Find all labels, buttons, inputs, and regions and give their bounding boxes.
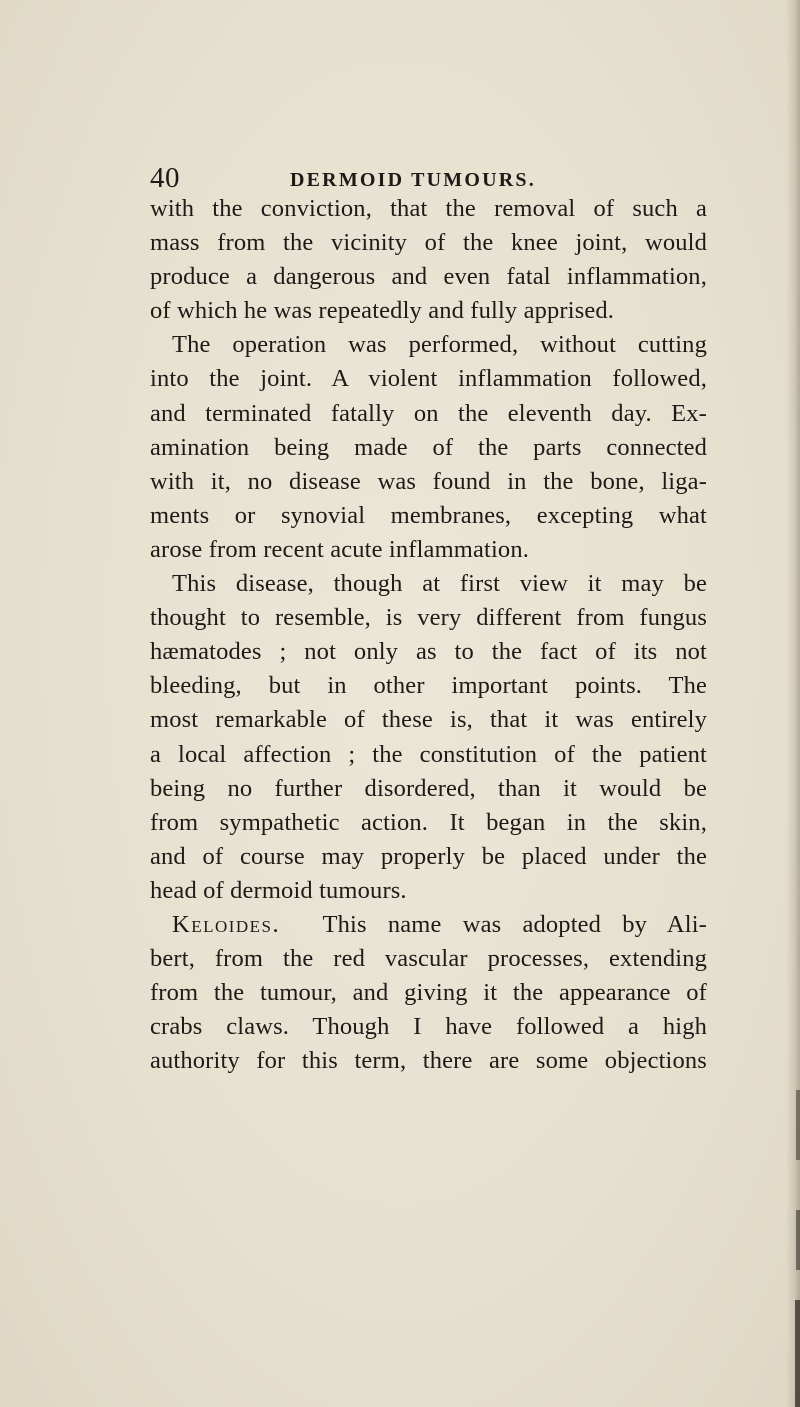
body-text xyxy=(150,192,707,1078)
text-line: arose from recent acute inflammation. xyxy=(150,535,530,563)
text-line: authority for this term, there are some objections xyxy=(150,1047,707,1075)
text-line: head of dermoid tumours. xyxy=(150,876,407,904)
text-line: with it, no disease was found in the bone, liga- xyxy=(150,467,707,495)
text-line: with the conviction, that the removal of such a xyxy=(150,195,707,222)
text-line: mass from the vicinity of the knee joint, would xyxy=(150,229,707,257)
text-line: from the tumour, and giving it the appearance of xyxy=(150,979,707,1007)
text-line: and of course may properly be placed under the xyxy=(150,842,707,870)
text-line: of which he was repeatedly and fully apprised. xyxy=(150,297,615,325)
text-line: into the joint. A violent inflammation followed, xyxy=(150,365,707,393)
text-line: from sympathetic action. It began in the skin, xyxy=(150,808,707,836)
text-line: The operation was performed, without cutting xyxy=(172,331,707,359)
text-line: a local affection ; the constitution of the patient xyxy=(150,740,707,768)
page-number: 40 xyxy=(150,162,180,194)
text-line: thought to resemble, is very different from fungus xyxy=(150,604,707,632)
running-head: DERMOID TUMOURS. xyxy=(290,169,536,191)
page-edge-mark xyxy=(795,1300,800,1407)
text-line: amination being made of the parts connected xyxy=(150,433,707,461)
text-line: This disease, though at first view it may be xyxy=(172,570,707,598)
section-heading-keloides: Keloides. xyxy=(172,910,281,938)
text-line: being no further disordered, than it would be xyxy=(150,774,707,802)
page-edge-mark xyxy=(796,1090,800,1160)
page-edge-mark xyxy=(796,1210,800,1270)
text-line: hæmatodes ; not only as to the fact of its not xyxy=(150,638,707,666)
text-line: most remarkable of these is, that it was entirely xyxy=(150,706,707,734)
text-line: and terminated fatally on the eleventh day. Ex- xyxy=(150,399,707,427)
text-line: bert, from the red vascular processes, extending xyxy=(150,945,707,973)
text-line: crabs claws. Though I have followed a high xyxy=(150,1013,707,1041)
text-line: ments or synovial membranes, excepting what xyxy=(150,501,707,529)
text-line: bleeding, but in other important points. The xyxy=(150,672,707,700)
page-edge-shadow xyxy=(786,0,800,1407)
text-line: produce a dangerous and even fatal inflammation, xyxy=(150,263,707,291)
text-line-keloides xyxy=(150,908,707,942)
text-line-rest: This name was adopted by Ali- xyxy=(322,910,707,938)
